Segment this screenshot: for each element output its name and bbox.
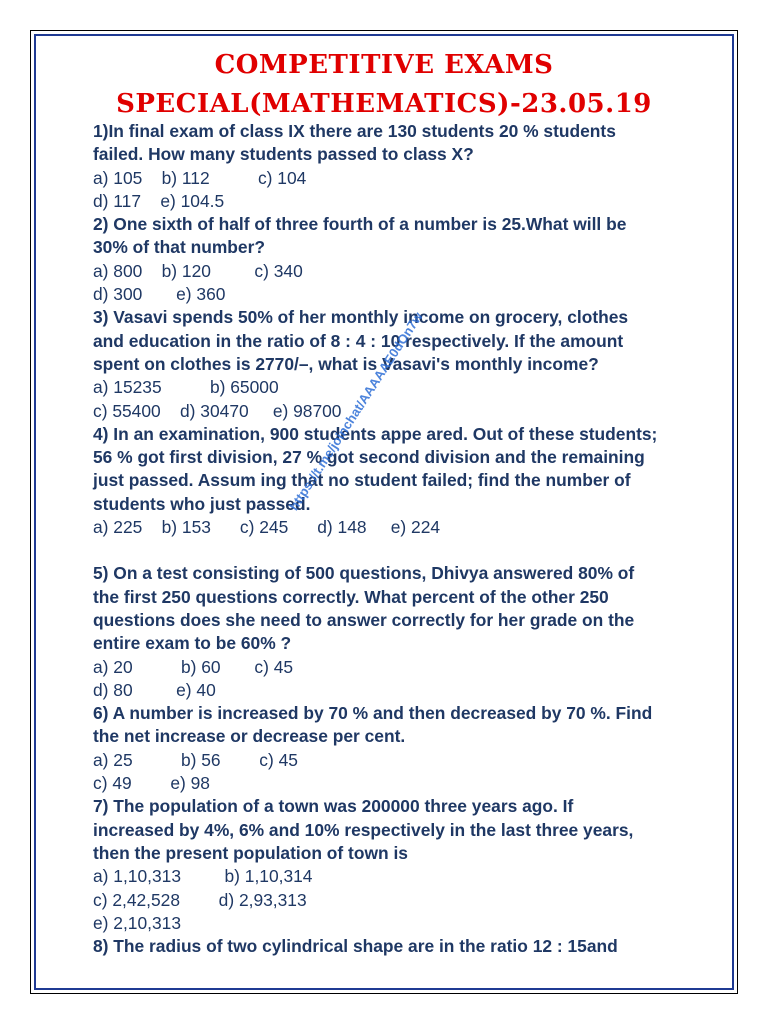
question-2 bbox=[93, 213, 733, 306]
option-row: a) 15235 b) 65000 bbox=[93, 377, 279, 398]
question-4 bbox=[93, 423, 733, 539]
question-text: then the present population of town is bbox=[93, 842, 408, 863]
question-text: increased by 4%, 6% and 10% respectively in the last three years, bbox=[93, 819, 634, 840]
question-6 bbox=[93, 702, 733, 795]
watermark-link: https://t.me/joinchat/AAAAAE0dOn7w bbox=[286, 309, 426, 514]
question-text: 30% of that number? bbox=[93, 237, 265, 258]
question-text: 3) Vasavi spends 50% of her monthly income on grocery, clothes bbox=[93, 307, 629, 328]
option-row: d) 117 e) 104.5 bbox=[93, 190, 225, 211]
option-row: c) 55400 d) 30470 e) 98700 bbox=[93, 400, 342, 421]
option-row: a) 105 b) 112 c) 104 bbox=[93, 167, 307, 188]
blank-line bbox=[93, 539, 733, 562]
option-row: c) 49 e) 98 bbox=[93, 773, 210, 794]
option-row: a) 25 b) 56 c) 45 bbox=[93, 749, 298, 770]
question-1 bbox=[93, 120, 733, 213]
question-text: just passed. Assum ing that no student failed; find the number of bbox=[93, 470, 631, 491]
title-line-2: SPECIAL(MATHEMATICS)-23.05.19 bbox=[116, 89, 652, 119]
question-5 bbox=[93, 562, 733, 702]
question-text: 1)In final exam of class IX there are 130 students 20 % students bbox=[93, 121, 616, 141]
question-text: students who just passed. bbox=[93, 493, 311, 514]
option-row: a) 225 b) 153 c) 245 d) 148 e) 224 bbox=[93, 517, 441, 538]
option-row: d) 80 e) 40 bbox=[93, 679, 216, 700]
title-line-1: COMPETITIVE EXAMS bbox=[214, 50, 554, 80]
option-row: a) 20 b) 60 c) 45 bbox=[93, 656, 294, 677]
question-7 bbox=[93, 795, 733, 935]
question-text: the first 250 questions correctly. What percent of the other 250 bbox=[93, 586, 609, 607]
option-row: a) 800 b) 120 c) 340 bbox=[93, 260, 303, 281]
option-row: c) 2,42,528 d) 2,93,313 bbox=[93, 889, 307, 910]
question-text: 2) One sixth of half of three fourth of a number is 25.What will be bbox=[93, 214, 627, 235]
question-text: and education in the ratio of 8 : 4 : 10 respectively. If the amount bbox=[93, 330, 624, 351]
question-text: spent on clothes is 2770/–, what is Vasavi's monthly income? bbox=[93, 353, 599, 374]
question-8 bbox=[93, 935, 733, 958]
option-row: d) 300 e) 360 bbox=[93, 284, 226, 305]
question-text: failed. How many students passed to class X? bbox=[93, 144, 474, 165]
option-row: a) 1,10,313 b) 1,10,314 bbox=[93, 866, 313, 887]
question-list bbox=[93, 120, 733, 958]
question-text: the net increase or decrease per cent. bbox=[93, 726, 406, 747]
question-text: 4) In an examination, 900 students appe ared. Out of these students; bbox=[93, 423, 658, 444]
question-text: 5) On a test consisting of 500 questions, Dhivya answered 80% of bbox=[93, 563, 635, 584]
question-text: 8) The radius of two cylindrical shape are in the ratio 12 : 15and bbox=[93, 936, 618, 957]
question-text: 7) The population of a town was 200000 three years ago. If bbox=[93, 796, 574, 817]
question-text: 56 % got first division, 27 % got second division and the remaining bbox=[93, 447, 645, 468]
question-text: questions does she need to answer correctly for her grade on the bbox=[93, 609, 635, 630]
option-row: e) 2,10,313 bbox=[93, 912, 181, 933]
question-text: 6) A number is increased by 70 % and then decreased by 70 %. Find bbox=[93, 703, 653, 724]
question-text: entire exam to be 60% ? bbox=[93, 633, 292, 654]
